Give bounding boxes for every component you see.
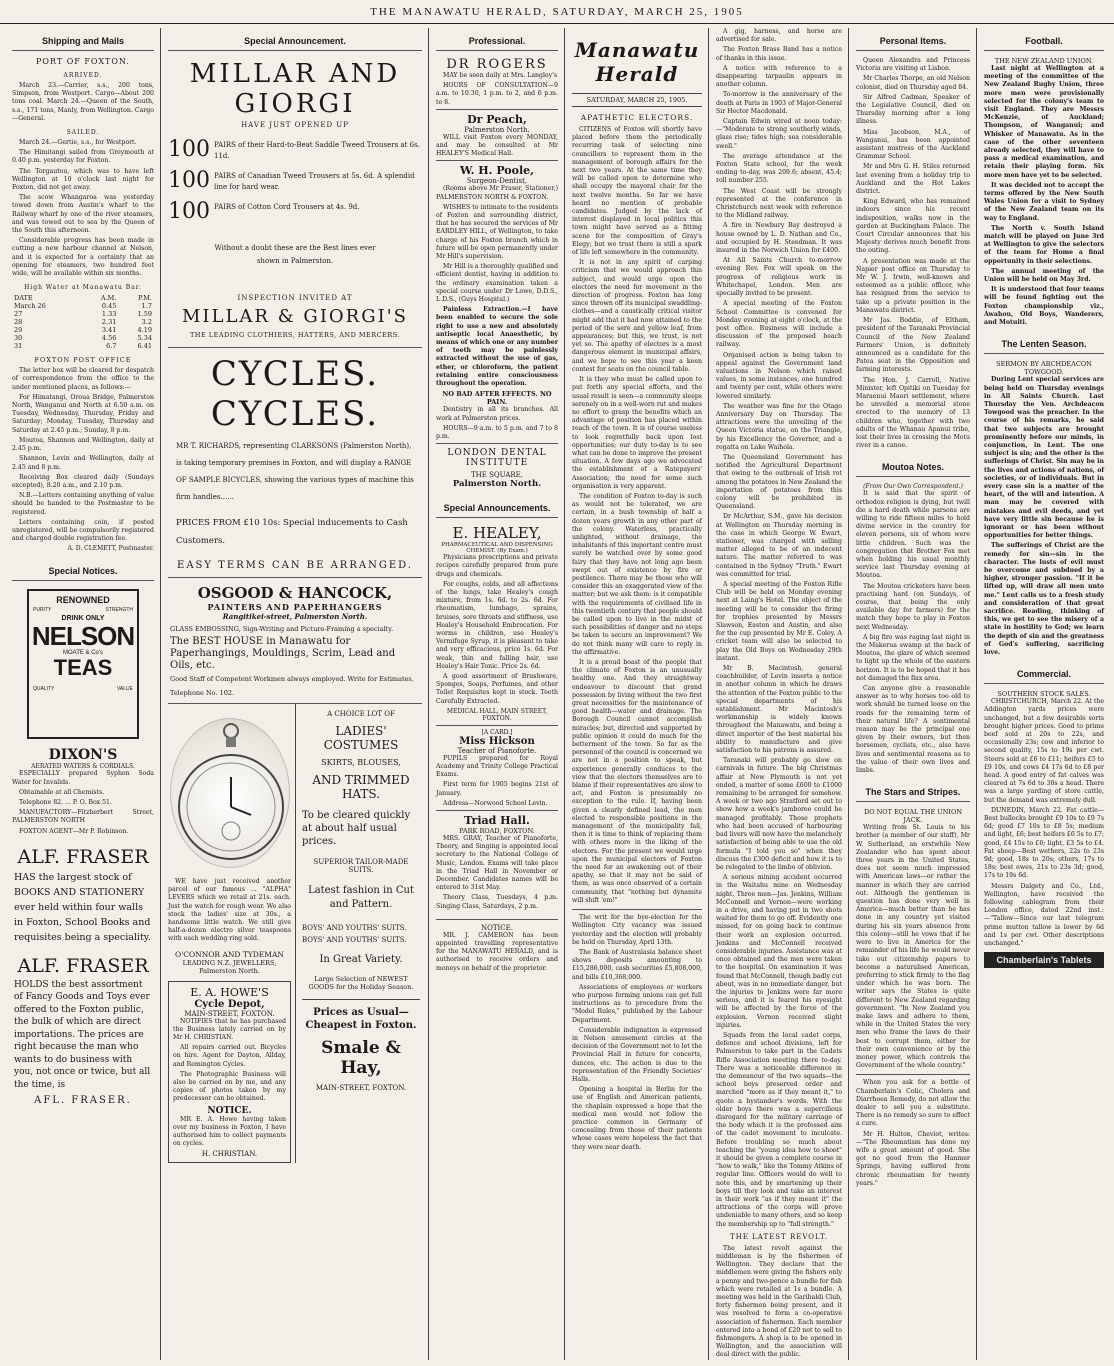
table-cell: 28 (14, 318, 23, 327)
post-office-text: For Himatangi, Oroua Bridge, Palmerston North, Wanganui and North at 6.50 a.m. on Tuesday, Wednesday, Thursday, Friday and Saturday; Monday, Tuesday, Thursday and Saturday at 2.45 p.m.; Sunday, 8 p.m. (12, 393, 154, 434)
fraser-text: HAS the largest stock of BOOKS AND STATIONERY ever held within four walls in Foxton, School Books and requisites being a speciality. (14, 871, 151, 943)
tea-purity: PURITY (33, 607, 52, 614)
table-cell: 4.19 (137, 326, 152, 335)
skirts-blouses: SKIRTS, BLOUSES, (321, 758, 401, 767)
table-cell: 2.31 (101, 318, 117, 327)
table-header: DATE (14, 294, 33, 303)
port-heading: PORT OF FOXTON. (36, 57, 130, 66)
commercial-subheading: SOUTHERN STOCK SALES. (997, 690, 1091, 699)
trimmed-hats: AND TRIMMED HATS. (312, 773, 410, 801)
table-cell: 3.41 (101, 326, 117, 335)
chamberlain-tablets-ad: Chamberlain's Tablets (984, 952, 1104, 968)
post-office-text: Receiving Box cleared daily (Sundays excepted), 8.20 a.m., and 2.10 p.m. (12, 473, 154, 489)
trouser-desc: PAIRS of Canadian Tweed Trousers at 5s. 6d. A splendid line for hard wear. (214, 172, 415, 191)
dixon-text: MANUFACTORY—Fitzherbert Street, PALMERSTON NORTH (12, 809, 154, 825)
football-subheading: THE NEW ZEALAND UNION. (994, 57, 1094, 65)
news-paragraph: Considerable indignation is expressed in Nelson amusement circles at the decision of the Government not to let the Provincial Hall in future for concerts, dances, etc. The action is due to the representation of the Friendly Societies' Halls. (572, 1026, 702, 1083)
chamberlain-paragraph: When you ask for a bottle of Chamberlain's Colic, Cholera and Diarrhoea Remedy, do not allow the dealer to sell you a substitute. There is no remedy so sure to effect a cure. (856, 1079, 970, 1128)
news-paragraph: A fire in Newbury Bay destroyed a house owned by L. D. Nathan and Co., and occupied by H. Steedman. It was insured in the Norwich Union for £400. (716, 222, 842, 255)
lenten-subheading: SERMON BY ARCHDEACON TOWGOOD. (996, 360, 1092, 377)
sailed-label: SAILED. (66, 129, 100, 137)
news-paragraph: At All Saints Church to-morrow evening Rev. Fox will speak on the progress of religious work in Whitechapel, London. Men are specially invited to be present. (716, 257, 842, 298)
millar-opened: HAVE JUST OPENED UP (241, 121, 349, 129)
latest-revolt-heading: THE LATEST REVOLT. (730, 1232, 828, 1241)
stars-stripes-heading: The Stars and Stripes. (856, 779, 970, 802)
tea-nelson: NELSON (31, 621, 135, 652)
ladies-costumes: LADIES' COSTUMES (323, 724, 399, 752)
column-divider (564, 28, 565, 1360)
news-paragraph: The Bank of Australasia balance sheet shows deposits amounting to £15,286,000, cash securities £5,808,000, and bills £10,368,000. (572, 948, 702, 981)
inspection-invited: INSPECTION INVITED AT (237, 294, 353, 302)
osgood-text: GLASS EMBOSSING, Sign-Writing and Picture-Framing a specialty. (170, 625, 394, 633)
cycles-prices: PRICES FROM £10 10s: Special inducements to Cash Customers. (176, 518, 408, 546)
trouser-count: 100 (168, 199, 210, 224)
poole-text: Painless Extraction.—I have been enabled to secure the sole right to use a new and absolutely antiseptic local Anaesthetic, by means of which one or any number of teeth may be painlessly extracted without the use of gas, ether, or chloroform, the patient retaining entire consciousness throughout the operation. (436, 306, 558, 388)
personal-items-heading: Personal Items. (856, 28, 970, 51)
hickson-title: Miss Hickson (459, 735, 535, 747)
special-notices-heading: Special Notices. (12, 558, 154, 581)
moutoa-paragraph: The Moutoa cricketers have been practising hard (on Sundays, of course, that being the only available day for farmers) for the match they hope to play in Foxton next Wednesday. (856, 582, 970, 631)
table-cell: 1.33 (101, 310, 117, 319)
table-row (12, 334, 154, 342)
prices-as-usual: Prices as Usual— Cheapest in Foxton. (302, 999, 420, 1032)
chamberlain-paragraph: Mr H. Hulton, Cheviot, writes:—"The Rheumatism has done my wife a great amount of good. She got no good from the Hanmer Springs, having suffered from chronic rheumatism for twenty years." (856, 1130, 970, 1187)
howe-text: The Photographic Business will also be carried on by me, and any copies of photos taken by my predecessor can be obtained. (173, 1070, 286, 1103)
football-heading: Football. (984, 28, 1104, 51)
triad-text: Theory Class, Tuesdays, 4 p.m. Singing Class, Saturdays, 2 p.m. (436, 894, 558, 910)
hickson-text: First term for 1905 begins 21st of January. (436, 781, 558, 797)
tea-value: VALUE (116, 686, 133, 693)
news-paragraph: The writ for the bye-election for the Wellington City vacancy was issued yesterday and the election will probably be held on Thursday, April 13th. (572, 914, 702, 946)
column-divider (976, 28, 977, 1360)
millar-giorgi: MILLAR & GIORGI'S (181, 306, 409, 327)
table-row (12, 318, 154, 326)
hickson-text: PUPILS prepared for Royal Academy and Trinity College Practical Exams. (436, 754, 558, 779)
table-row (12, 326, 154, 334)
london-dental-square: THE SQUARE, (471, 471, 523, 480)
osgood-text: Good Staff of Competent Workmen always employed. Write for Estimates. (170, 675, 414, 683)
table-cell: 1.59 (137, 310, 152, 319)
postmaster-signature: A. D. CLEMETT, Postmaster. (67, 545, 154, 553)
cycles-title: CYCLES. CYCLES. (210, 354, 380, 434)
shipping-arrivals: March 23.—Carrier, s.s., 200 tons, Simpson, from Westport. Cargo—About 200 tons coal. March 24.—Queen of the South, s.s., 171 tons, Manly, from Wellington. Cargo—General. (12, 82, 154, 122)
triad-text: MRS. GRAY, Teacher of Pianoforte, Theory, and Singing is appointed local secretary to the National College of Music, London. Exams will take place in the Triad Hall in November or December. Candidates names will be entered to 31st May. (436, 834, 558, 892)
osgood-subtitle: PAINTERS AND PAPERHANGERS (207, 602, 383, 612)
trouser-desc: PAIRS of their Hard-to-Beat Saddle Tweed Trousers at 6s. 11d. (214, 141, 420, 160)
editorial-paragraph: CITIZENS of Foxton will shortly have placed before them the periodically recurring task of selecting nine councillors to represent them in the management of borough affairs for the next two years. At the same time they will be called upon to determine who shall occupy the mayoral chair for the next twelve months. So far we have heard no mention of probable candidates. Judged by the lack of interest displayed in local politics this town might have served as a fitting scene for the composition of Gray's Elegy; but we trust there is still a spark of life left somewhere in the community. (572, 126, 702, 257)
personal-paragraph: Mr Charles Thorpe, an old Nelson colonist, died on Thursday aged 84. (856, 75, 970, 91)
column-professional (432, 28, 562, 1360)
news-paragraph: The average attendance at the Foxton State school, for the week ending to-day, was 209.6; absent, 45.4; roll number 255. (716, 152, 842, 185)
moutoa-paragraph: Can anyone give a reasonable answer as to why horses too old to work should be turned loose on the roads for the remaining term of their natural life? A sentimental reason may be the principal one given by their owners, but then horsemen, cyclists, etc., also have lives and sentimental reasons as to the value of their own lives and limbs. (856, 685, 970, 775)
smale-hay-title: Smale & Hay, (321, 1038, 401, 1078)
howe-text: All repairs carried out. Bicycles on hire. Agent for Dayton, Allday, and Remington Cycles. (173, 1044, 286, 1068)
tea-teas: TEAS (53, 655, 113, 681)
news-paragraph: To-morrow is the anniversary of the death at Paris in 1903 of Major-General Sir Hector Macdonald. (716, 91, 842, 115)
table-cell: 4.56 (101, 334, 117, 343)
stars-stripes-paragraph: Writing from St. Louis to his brother (a member of our staff), Mr W. Sutherland, an erstwhile New Zealander who has spent about three years in the United States, does not seem much impressed with American laws—or rather the manner in which they are carried out. Although the gentleman in question has done very well in America—much better than he has done in any country yet visited during his six years absence from this colony—still he vows that if he were to live in America for the remainder of his life he would never take out citizenship papers to become a naturalised American, preferring to stick firmly to the flag under which he was born. The writer says the States is quite different to New Zealand regarding government. "In New Zealand you make laws and adhere to them, while in the United States the very men who frame the laws do their best to corrupt them, either for their own convenience or by the money power, which controls the Government of the whole country." (856, 824, 970, 1070)
table-cell: 30 (14, 334, 23, 343)
dixon-subtitle: AERATED WATERS & CORDIALS. (31, 763, 135, 771)
triad-title: Triad Hall. (436, 810, 558, 827)
editorial-heading: APATHETIC ELECTORS. (580, 113, 694, 122)
howe-notice: NOTICE. (207, 1105, 252, 1116)
news-paragraph: Opening a hospital in Berlin for the use of English and American patients, the chaplain expressed a hope that the medical men would not follow the practice common in Germany of concealing from those of their patients whose cases were hopeless the fact that they were near death. (572, 1086, 702, 1151)
news-paragraph: A special meeting of the Foxton Rifle Club will be held on Monday evening next at Laing's Hotel. The object of the meeting will be to consider the firing for trophies presented by Messrs Slawson, Easton and Austin, and also for the cup presented by Mr E. Coley. A cricket team will also be selected to play the Old Boys on Wednesday 29th instant. (716, 581, 842, 662)
table-cell: 29 (14, 326, 23, 335)
millar-best: Without a doubt these are the Best lines ever shown in Palmerston. (214, 244, 376, 265)
dixon-title: DIXON'S (48, 747, 118, 764)
triad-address: PARK ROAD, FOXTON. (459, 826, 535, 835)
table-cell: 27 (14, 310, 23, 319)
news-paragraph: The Foxton Brass Band has a notice of thanks in this issue. (716, 46, 842, 62)
news-paragraph: Mr B. Macintosh, general coachbuilder, of Levin inserts a notice in another column in which he draws the attention of the Foxton public to the special departments of his establishment. Mr Macintosh's workmanship is widely known throughout the Manawatu, and being a direct importer of the best material his ability to manufacture and give satisfaction to his patrons is assured. (716, 665, 842, 755)
post-office-text: Letters containing coin, if posted unregistered, will be compulsorily registered and charged double registration fee. (12, 518, 154, 543)
commercial-paragraph: DUNEDIN, March 22. Fat cattle—Best bullocks brought £9 10s to £9 7s 6d; good £7 10s to £8 5s; medium and light, £6; best heifers £6 5s to £7; good, £4 15s to £6; light, £3 5s to £4. Fat sheep—Best wethers, 22s to 23s 9d; good, 18s to 20s; others, 17s to 18s; best ewes, 21s to 23s 3d; good, 17s to 19s 6d. (984, 806, 1104, 880)
london-dental-title: LONDON DENTAL INSTITUTE (436, 443, 558, 468)
table-cell: 6.41 (137, 342, 152, 351)
news-paragraph: The latest revolt against the middleman is by the fishermen of Wellington. They declare that the middlemen were giving the fishers only a penny and two-pence a bundle for fish which were retailed at 1s a bundle. A meeting was held in the Garibaldi Club, forty fishermen being present, and it was resolved to form a co-operative association of fishermen. Each member entered into a bond of £20 not to sell to fishmongers. A shop is to be opened in Wellington, and the association will deal direct with the public. (716, 1244, 842, 1359)
watch-drawing (171, 719, 291, 869)
poole-text: Dentistry in all its branches. All work at Palmerston prices. (436, 406, 558, 422)
column-divider (428, 28, 429, 1360)
poole-text: HOURS—9 a.m. to 5 p.m. and 7 to 8 p.m. (436, 424, 558, 440)
table-cell: 1.7 (141, 302, 152, 311)
tide-table (12, 294, 154, 350)
hickson-text: Address—Norwood School Levin. (443, 799, 548, 807)
column-editorial (568, 28, 706, 1360)
no-after-effects: NO BAD AFTER EFFECTS. NO PAIN. (442, 390, 552, 407)
osgood-text: The BEST HOUSE in Manawatu for Paperhangings, Mouldings, Scrim, Lead and Oils, etc. (170, 636, 396, 671)
table-cell: March 26 (14, 302, 46, 311)
poole-text: (Rooms above Mr Fraser, Stationer,) PALMERSTON NORTH & FOXTON. (436, 185, 558, 201)
cycles-ad (168, 347, 422, 577)
column-advertisements (164, 28, 426, 1360)
newspaper-title: Manawatu Herald (574, 38, 700, 86)
newspaper-page (8, 28, 1108, 1360)
news-paragraph: Taranaki will probably go slow on carnivals in future. The big Christmas affair at New Plymouth is not yet ended, a matter of some £600 to £1000 remaining to be arranged for somehow. A week or two ago Stratford set out to show how a week's jamboree could be managed profitably. Those prophets who had been accused of harbouring bad livers will now have the melancholy satisfaction of being able to use the old formula "I told you so" when they discuss the £300 deficit and how it is to be relegated to the limbo of oblivion. (716, 757, 842, 871)
peach-title: Dr Peach, (436, 109, 558, 126)
special-announcement-heading: Special Announcement. (168, 28, 422, 51)
column-divider (708, 28, 709, 1360)
medical-hall: MEDICAL HALL, MAIN STREET, FOXTON. (446, 707, 548, 722)
commercial-heading: Commercial. (984, 661, 1104, 684)
lenten-heading: The Lenten Season. (984, 331, 1104, 354)
fraser-title-2: ALF. FRASER (17, 954, 149, 977)
cleared-text: To be cleared quickly at about half usual prices. (302, 810, 411, 847)
boys-suits: BOYS' AND YOUTHS' SUITS. (302, 936, 407, 944)
moutoa-paragraph: It is said that the spirit of orthodox religion is dying, but twill die a hard death while parsons are willing to ride fifteen miles to hold divine service in the country for eleven persons, six of whom were little children. Such was the congregation that Brother Fox met when holding his usual monthly service last Thursday evening at Moutoa. (856, 490, 970, 580)
news-paragraph: A notice with reference to a disappearing tarpaulin appears in another column. (716, 64, 842, 89)
dixon-text: Telephone 82. ... P. O. Box 51. (19, 798, 112, 806)
howe-street: MAIN-STREET, FOXTON. (184, 1009, 275, 1018)
column-sport-commercial (980, 28, 1108, 1360)
howe-depot: Cycle Depot, (194, 998, 265, 1010)
editorial-paragraph: The condition of Foxton to-day is such as would not be tolerated, we are certain, in a bush township of half a dozen years growth in any other part of the colony. Waterless, practically unlighted, without drainage, the inhabitants of this important centre must surely be watched over by some good fairy that they have not long ago been swept out of existence by fire or pestilence. There may be those who will consider this an exaggerated view of the matter; but we ask them: is it compatible with the requirements of civilised life in this twentieth century that people should be called upon to live in the midst of such possibilities of danger and no steps be taken to secure an improvement? We do not think many will care to reply in the affirmative. (572, 492, 702, 656)
personal-paragraph: Queen Alexandra and Princess Victoria are visiting at Lisbon. (856, 57, 970, 73)
personal-paragraph: The Hon. J. Carroll, Native Minister, left Opitiki on Tuesday for Maraenui Maori settlement, where he unveiled a memorial stone erected to the memory of 13 children who, together with two adults of the Whanau Apanui tribe, lost their lives in crossing the Motu river in a canoe. (856, 376, 970, 450)
lenten-paragraph: The sufferings of Christ are the remedy for sin—sin in the character. The lusts of evil must be overcome and subdued by a higher, stronger passion. "If it be lifted up, will draw all men unto me." Lent calls us to a fresh study and consideration of that great sacrifice. Reading, thinking of this, we get to see the misery of a state in hostility to God; we learn the depth of sin and the greatness of God's suffering, sacrificing love. (984, 542, 1104, 656)
dixon-text: Obtainable at all Chemists. (19, 788, 105, 796)
trouser-count: 100 (168, 137, 210, 162)
personal-paragraph: Sir Alfred Cadman, Speaker of the Legislative Council, died on Thursday morning after a long illness. (856, 93, 970, 126)
trouser-line (168, 199, 422, 224)
howe-notice-text: MR E. A. Howe having taken over my business in Foxton, I have authorised him to collect payments on cycles. (173, 1115, 286, 1148)
table-header-row (12, 294, 154, 302)
masthead: THE MANAWATU HERALD, SATURDAY, MARCH 25, 1905 (0, 0, 1114, 24)
news-paragraph: Captain Edwin wired at noon today:—"Moderate to strong southerly winds, glass rise; tides high; sea considerable swell." (716, 118, 842, 150)
personal-paragraph: Miss Jacobson, M.A., of Wanganui, has been appointed assistant mistress of the Auckland Grammar School. (856, 128, 970, 161)
editorial-paragraph: It is a proud boast of the people that the climate of Foxton is an unusually healthy one. And they straightway endeavour to discount that grand possession by living without the two first great necessities for the maintenance of good health—water and drainage. The Borough Council cannot accomplish miracles; but, directed and supported by public opinion it could do much for the betterment of the town. So far as the personnel of the council is concerned we are not in a position to speak, but experience generally conduces to the view that the electors themselves are to blame if their representatives are slow to act, and Foxton is presumably no exception to the rule. If, having been given a clearly defined lead, the men elected to responsible positions in the management of the municipality fail, then it is time to think of replacing them with others more in the liking of the electors. For the present we would urge upon the municipal electors of Foxton the need for an awakening out of their apathy, so that it may not be said of them, as was once observed of a certain community, that "nothing but dynamite will shift 'em!" (572, 659, 702, 904)
tailor-made-suits: SUPERIOR TAILOR-MADE SUITS. (313, 858, 409, 874)
osgood-telephone: Telephone No. 102. (170, 689, 235, 697)
editorial-paragraph: It is they who must be called upon to put forth any special efforts, and the usual result is seen—a community sleeps serenely on in a well-worn rut and makes no effort to grasp the benefits which an advantage of position has placed within reach of the town. It is of course useless to look regretfully back upon lost opportunities; our duty to-day is to see what can be done to improve the present situation. A few days ago we advocated the establishment of a Ratepayers' Association; the need for some such organisation is very apparent. (572, 376, 702, 490)
trouser-line (168, 168, 422, 193)
peach-text: WILL visit Foxton every MONDAY, and may be consulted at Mr HEALEY'S Medical Hall. (436, 133, 558, 158)
column-shipping (8, 28, 158, 1360)
boys-suits: BOYS' AND YOUTHS' SUITS. (302, 924, 407, 932)
personal-paragraph: Mr and Mrs G. H. Stiles returned last evening from a holiday trip to Auckland and the Hot Lakes district. (856, 163, 970, 196)
football-paragraph: The annual meeting of the Union will be held on May 3rd. (984, 267, 1104, 284)
table-cell: 6.7 (106, 342, 117, 351)
watch-ad (168, 704, 296, 1163)
table-row (12, 302, 154, 310)
personal-paragraph: A presentation was made at the Napier post office on Thursday to Mr W. J. Irwin, well-known and esteemed as a public officer, who has resigned from the service to take up a private position in the Manawatu district. (856, 257, 970, 314)
news-paragraph: Associations of employees or workers who purpose forming unions can get full instructions as to procedure from the "Model Rules," published by the Labour Department. (572, 983, 702, 1024)
football-paragraph: It was decided not to accept the terms offered by the New South Wales Union for a visit to Sydney of the New Zealand team on its way to England. (984, 181, 1104, 222)
moutoa-paragraph: A big fire was raging last night in the Makerua swamp at the back of Moutoa, the glare of which seemed to light up the whole of the eastern horizon. It is to be hoped that it has not damaged the flax area. (856, 633, 970, 682)
lenten-paragraph: During Lent special services are being held on Thursday evenings in All Saints Church. Last Thursday the Ven. Archdeacon Towgood was the preacher. In the course of his remarks, he said that two subjects are brought prominently before our minds, in conjunction, in Lent. The one subject is sin; and the other is the sufferings of Christ. Sin may be in the lives and actions of nations, of societies, or of individuals. But in every case sin is a matter of the heart, of the will and intention. A man may be covered with mistakes and evil deeds, and yet have very little sin because he is ignorant or has been without opportunities for better things. (984, 376, 1104, 540)
table-row (12, 310, 154, 318)
rogers-hours: HOURS OF CONSULTATION—9 a.m. to 10.30, 1 p.m. to 2, and 6 p.m. to 8. (436, 82, 558, 106)
column-personal (852, 28, 974, 1360)
dixon-text: FOXTON AGENT—Mr P. Robinson. (19, 827, 129, 835)
post-office-heading: FOXTON POST OFFICE (34, 356, 132, 365)
post-office-text: N.B.—Letters containing anything of value should be handed to the Postmaster to be registered. (12, 492, 154, 516)
news-paragraph: A gig, harness, and horse are advertised for sale. (716, 28, 842, 44)
shipping-news: The scow Whangaroa was yesterday towed down from Austin's wharf to the Railway wharf by one of the river steamers, and was towed out to sea by the Queen of the South this afternoon. (12, 194, 154, 235)
tea-moate: MOATE & Co's (62, 650, 104, 657)
shipping-news: The Himitangi sailed from Greymouth at 0.40 p.m. yesterday for Foxton. (12, 149, 154, 165)
tide-heading: High Water at Manawatu Bar. (24, 284, 142, 292)
table-cell: 31 (14, 342, 23, 351)
moutoa-subheading: (From Our Own Correspondent.) (863, 483, 963, 491)
smale-hay-street: MAIN-STREET, FOXTON. (315, 1084, 407, 1092)
news-paragraph: Dr McArthur, S.M., gave his decision at Wellington on Thursday morning in the case in which George W. Ewart, stationer, was charged with selling matter alleged to be of an indecent nature. The matter referred to was contained in the Sydney "Truth." Ewart was committed for trial. (716, 513, 842, 578)
healey-text: For coughs, colds, and all affections of the lungs, take Healey's cough mixture, from 1s. 6d. to 2s. 6d. For rheumatism, lumbago, sprains, bruises, sore throats and stiffness, use Healey's Household Embrocation. For worms in children, use Healey's Vermifuge Syrup, it is pleasant to take and very efficacious, price 1s. 6d. For weak, thin and falling hair, use Healey's Hair Tonic. Price 2s. 6d. (436, 580, 558, 670)
poole-title: W. H. Poole, (436, 160, 558, 177)
osgood-ad (168, 577, 422, 703)
fraser-title: ALF. FRASER (17, 845, 149, 868)
news-paragraph: A special meeting of the Foxton School Committee is convened for Monday evening at eight o'clock, at the post office. Business will include a discussion of the proposed beach railway. (716, 300, 842, 349)
cycles-text: MR T. RICHARDS, representing CLARKSONS (Palmerston North), is taking temporary premises in Foxton, and will display a RANGE OF SAMPLE BICYCLES, showing the various types of machine this firm handles...... (176, 442, 414, 501)
howe-ad (168, 981, 291, 1164)
commercial-paragraph: Messrs Dalgety and Co., Ltd., Wellington, have received the following cablegram from their London office, dated 22nd inst.:—"Tallow—Since our last telegram prime mutton tallow is lower by 6d and 1s per cwt. Other descriptions unchanged." (984, 882, 1104, 948)
nelson-teas-logo (27, 589, 139, 739)
post-office-text: Shannon, Levin and Wellington, daily at 2.45 and 8 p.m. (12, 455, 154, 471)
peach-place: Palmerston North. (464, 125, 530, 134)
poole-text: Mr Hill is a thoroughly qualified and efficient dentist, having in addition to the ordinary examination taken a special course under Dr Lowe, D.D.S., L.D.S., (Guys Hospital.) (436, 263, 558, 304)
column-divider (848, 28, 849, 1360)
professional-heading: Professional. (436, 28, 558, 51)
lower-ads (168, 703, 422, 1163)
fraser-signature: AFL. FRASER. (34, 1095, 132, 1107)
table-cell: 5.34 (137, 334, 152, 343)
newest-goods: Large Selection of NEWEST GOODS for the Holiday Season. (308, 975, 414, 991)
column-local-news (712, 28, 846, 1360)
rogers-text: MAY be seen daily at Mrs. Langley's (443, 72, 558, 79)
smale-hay-ad (296, 704, 422, 1163)
shipping-news: Considerable progress has been made in cutting a new harbour channel at Nelson, and it is expected for a certainty that an opening for steamers, two hundred feet wide, will be available within six months. (12, 237, 154, 278)
news-paragraph: The Queensland Government has notified the Agricultural Department that owing to the outbreak of Irish rot among the potatoes in New Zealand the importation of potatoes from this colony will be prohibited in Queensland. (716, 453, 842, 511)
personal-paragraph: King Edward, who has remained indoors since his recent indisposition, walks now in the garden at Buckingham Palace. The Court Circular announces that his Majesty derives much benefit from the outing. (856, 198, 970, 255)
trouser-count: 100 (168, 168, 210, 193)
football-paragraph: Last night at Wellington at a meeting of the committee of the New Zealand Rugby Union, three more men were provisionally selected for the colony's team to visit England. They are Messrs McKenzie, of Auckland; Thompson, of Wanganui; and Whisker of Manawatu. As in the case of the other seventeen already selected, they will have to pass a medical examination, and retain their playing form. Six more men have yet to be selected. (984, 65, 1104, 179)
stars-stripes-subheading: DO NOT EQUAL THE UNION JACK. (863, 808, 963, 825)
table-cell: 0.45 (101, 302, 117, 311)
choice-lot: A CHOICE LOT OF (327, 710, 395, 718)
moutoa-heading: Moutoa Notes. (856, 454, 970, 477)
news-paragraph: A serious mining accident occurred in the Waitahu mine on Wednesday night. Three men—Jas. Jenkins, William McConnell and Vernon—were working in a drive, and having put in two shots waited for them to go off. Evidently one missed, for on going back to continue their work an explosion occurred. Jenkins and McConnell received considerable injuries. Assistance was at once obtained and the men were taken to the hospital. On examination it was found that McConnell, though badly cut about, was in no immediate danger, but the injuries to Jenkins were far more serious, and it is feared his eyesight will be affected by the force of the explosion. Vernon received slight injuries. (716, 874, 842, 1029)
commercial-paragraph: CHRISTCHURCH, March 22. At the Addington yards prices were unchanged, but a few desirable sorts brought higher prices. Good to prime beef sold at 20s to 22s, and occasionally 23s; cow and inferior to second quality, 15s to 19s per cwt. Steers sold at £6 to £11; heifers £5 to £9 10s, and cows £4 17s 6d to £8 per head. A good entry of fat calves was cleared at 7s 6d to 30s a head. There was a large yarding of store cattle, but the demand was extremely dull. (984, 698, 1104, 804)
latest-fashion: Latest fashion in Cut and Pattern. (308, 885, 414, 910)
football-paragraph: The North v. South Island match will be played on June 3rd at Wellington to give the selectors of the team for Home a final opportunity in their selections. (984, 224, 1104, 265)
cycles-terms: EASY TERMS CAN BE ARRANGED. (177, 560, 413, 571)
personal-paragraph: Mr Jas. Boddie, of Eltham, president of the Taranaki Provincial Council of the New Zealand Farmers' Union, is definitely announced as a candidate for the Patea seat in the Opposition and farming interests. (856, 317, 970, 374)
shipping-sailed: March 24.—Gertie, s.s., for Westport. (19, 139, 137, 147)
tea-quality: QUALITY (33, 686, 55, 693)
editorial-date: SATURDAY, MARCH 25, 1905. (572, 93, 702, 107)
poole-text: WISHES to intimate to the residents of Foxton and surrounding district, that he has secured the services of Mr EARDLEY HILL, of Wellington, to take charge of his Foxton branch which in future will be open permanently under Mr Hill's supervision. (436, 203, 558, 261)
column-divider (160, 28, 161, 1360)
millar-title: MILLAR AND GIORGI (189, 59, 401, 119)
notice-title: NOTICE. (436, 919, 558, 932)
christian-signature: H. CHRISTIAN. (201, 1150, 258, 1159)
hickson-subtitle: Teacher of Pianoforte. (457, 746, 537, 755)
healey-title: E. HEALEY, (452, 524, 542, 543)
arrived-label: ARRIVED. (63, 72, 103, 79)
shipping-news: The Torgautou, which was to have left Wellington at 10 o'clock last night for Foxton, did not get away. (12, 167, 154, 192)
trouser-desc: PAIRS of Cotton Cord Trousers at 4s. 9d. (214, 203, 360, 211)
oconnor-subtitle: LEADING N.Z. JEWELLERS, Palmerston North. (182, 958, 277, 975)
great-variety: In Great Variety. (319, 954, 403, 965)
editorial-paragraph: It is not in any spirit of carping criticism that we would approach this subject, and would urge upon the electors the need for movement in the direction of progress. Foxton has long since thrown off its municipal swaddling-clothes—and a caustically critical visitor might add that it had now attained to the period of the sere and yellow leaf, from appearances; but this, we trust, is not yet so. The apathy of electors is a most dangerous element in municipal affairs, and we hope to see this year a keen contest for seats on the council table. (572, 259, 702, 373)
table-header: A.M. (100, 294, 117, 303)
table-header: P.M. (138, 294, 152, 303)
rogers-title: DR ROGERS (446, 57, 548, 72)
tea-strength: STRENGTH (105, 607, 133, 614)
howe-text: NOTIFIES that he has purchased the Business lately carried on by Mr H. CHRISTIAN. (173, 1017, 286, 1042)
healey-text: A good assortment of Brushware, Sponges, Soaps, Perfumes, and other Toilet Requisites kept in stock. Teeth Carefully Extracted. (436, 672, 558, 705)
post-office-text: The letter box will be cleared for despatch of correspondence from the office to the under mentioned places, as follows:— (12, 367, 154, 391)
poole-subtitle: Surgeon-Dentist, (466, 177, 528, 186)
shipping-heading: Shipping and Mails (12, 28, 154, 51)
healey-text: Physicians prescriptions and private recipes carefully prepared from pure drugs and chemicals. (436, 554, 558, 578)
dixon-text: ESPECIALLY prepared Syphon Soda Water for Invalids. (12, 770, 154, 786)
news-paragraph: Organised action is being taken to appeal against the Government land valuations in Nelson which raised values, in some instances, one hundred and twenty per cent, while others were lowered similarly. (716, 351, 842, 400)
news-paragraph: The West Coast will be strongly represented at the conference in Christchurch next week with reference to the Midland railway. (716, 187, 842, 220)
football-paragraph: It is understood that four teams will be found fighting out the Foxton championship viz., Awahou, Old Boys, Wanderers, and Motuiti. (984, 286, 1104, 327)
howe-title: E. A. HOWE'S (190, 985, 269, 999)
watch-text: WE have just received another parcel of our famous ... "ALPHA" LEVERS which we retail at 21s. each. Just the watch for rough wear. We also stock the ladies' size at 30s., a handsome little watch. We still give half-a-dozen electro silver teaspoons with each wedding ring sold. (168, 878, 291, 943)
osgood-street: Rangitikei-street, Palmerston North. (222, 612, 368, 621)
leading-clothiers: THE LEADING CLOTHIERS, HATTERS, AND MERCERS. (189, 331, 401, 339)
tea-renowned: RENOWNED (56, 595, 110, 606)
tea-drink-only: DRINK ONLY (61, 615, 105, 623)
fraser-text-2: HOLDS the best assortment of Fancy Goods and Toys ever offered to the Foxton public, the bulk of which are direct importations. The prices are right because the man who wants to do business with you, not once or twice, but all the time, is (14, 979, 151, 1090)
trouser-line (168, 137, 422, 162)
news-paragraph: Squads from the local cadet corps, defence and school divisions, left for Palmerston to take part in the Cadets Rifle Association meeting there to-day. There was a noticeable difference in the demeanour of the two squads—the school boys preserved order and marched "more as if they meant it," to quote a bystander's words. With the older boys there was a supercilious disregard for the military carriage of the body which it is the professed aim of the cadet movement to inculcate. Before troubling so much about teaching the "young idea how to shoot" it should be given a complete course in "how to walk," like the Tommy Atkins of regular line. Officers would do well to note this, and by smartening up their boys till they look and take an interest in their work "as if they meant it" the attractions of the corps will prove undeniable to many others, and so keep the membership up to "full strength." (716, 1031, 842, 1228)
notice-text: MR. J. CAMERON has been appointed travelling representative for the MANAWATU HERALD, and is authorised to receive orders and moneys on behalf of the proprietor. (436, 931, 558, 972)
table-cell: 3.2 (141, 318, 152, 327)
post-office-text: Moutoa, Shannon and Wellington, daily at 2.45 p.m. (12, 436, 154, 453)
healey-subtitle: PHARMACEUTICAL AND DISPENSING CHEMIST. (By Exam.) (441, 542, 553, 555)
london-dental-place: Palmerston North. (452, 479, 542, 490)
osgood-title: OSGOOD & HANCOCK, (197, 584, 393, 602)
oconnor-title: O'CONNOR AND TYDEMAN (175, 949, 284, 959)
card-label: [A CARD.] (436, 725, 558, 736)
news-paragraph: The weather was fine for the Otago Anniversary Day on Thursday. The attractions were the unveiling of the Queen Victoria statue, on the Triangle, by his Excellency the Governor, and a regatta on Lake Waihola. (716, 402, 842, 451)
special-announcements-heading: Special Announcements. (436, 495, 558, 518)
table-row (12, 342, 154, 350)
pocket-watch-icon (170, 718, 290, 868)
